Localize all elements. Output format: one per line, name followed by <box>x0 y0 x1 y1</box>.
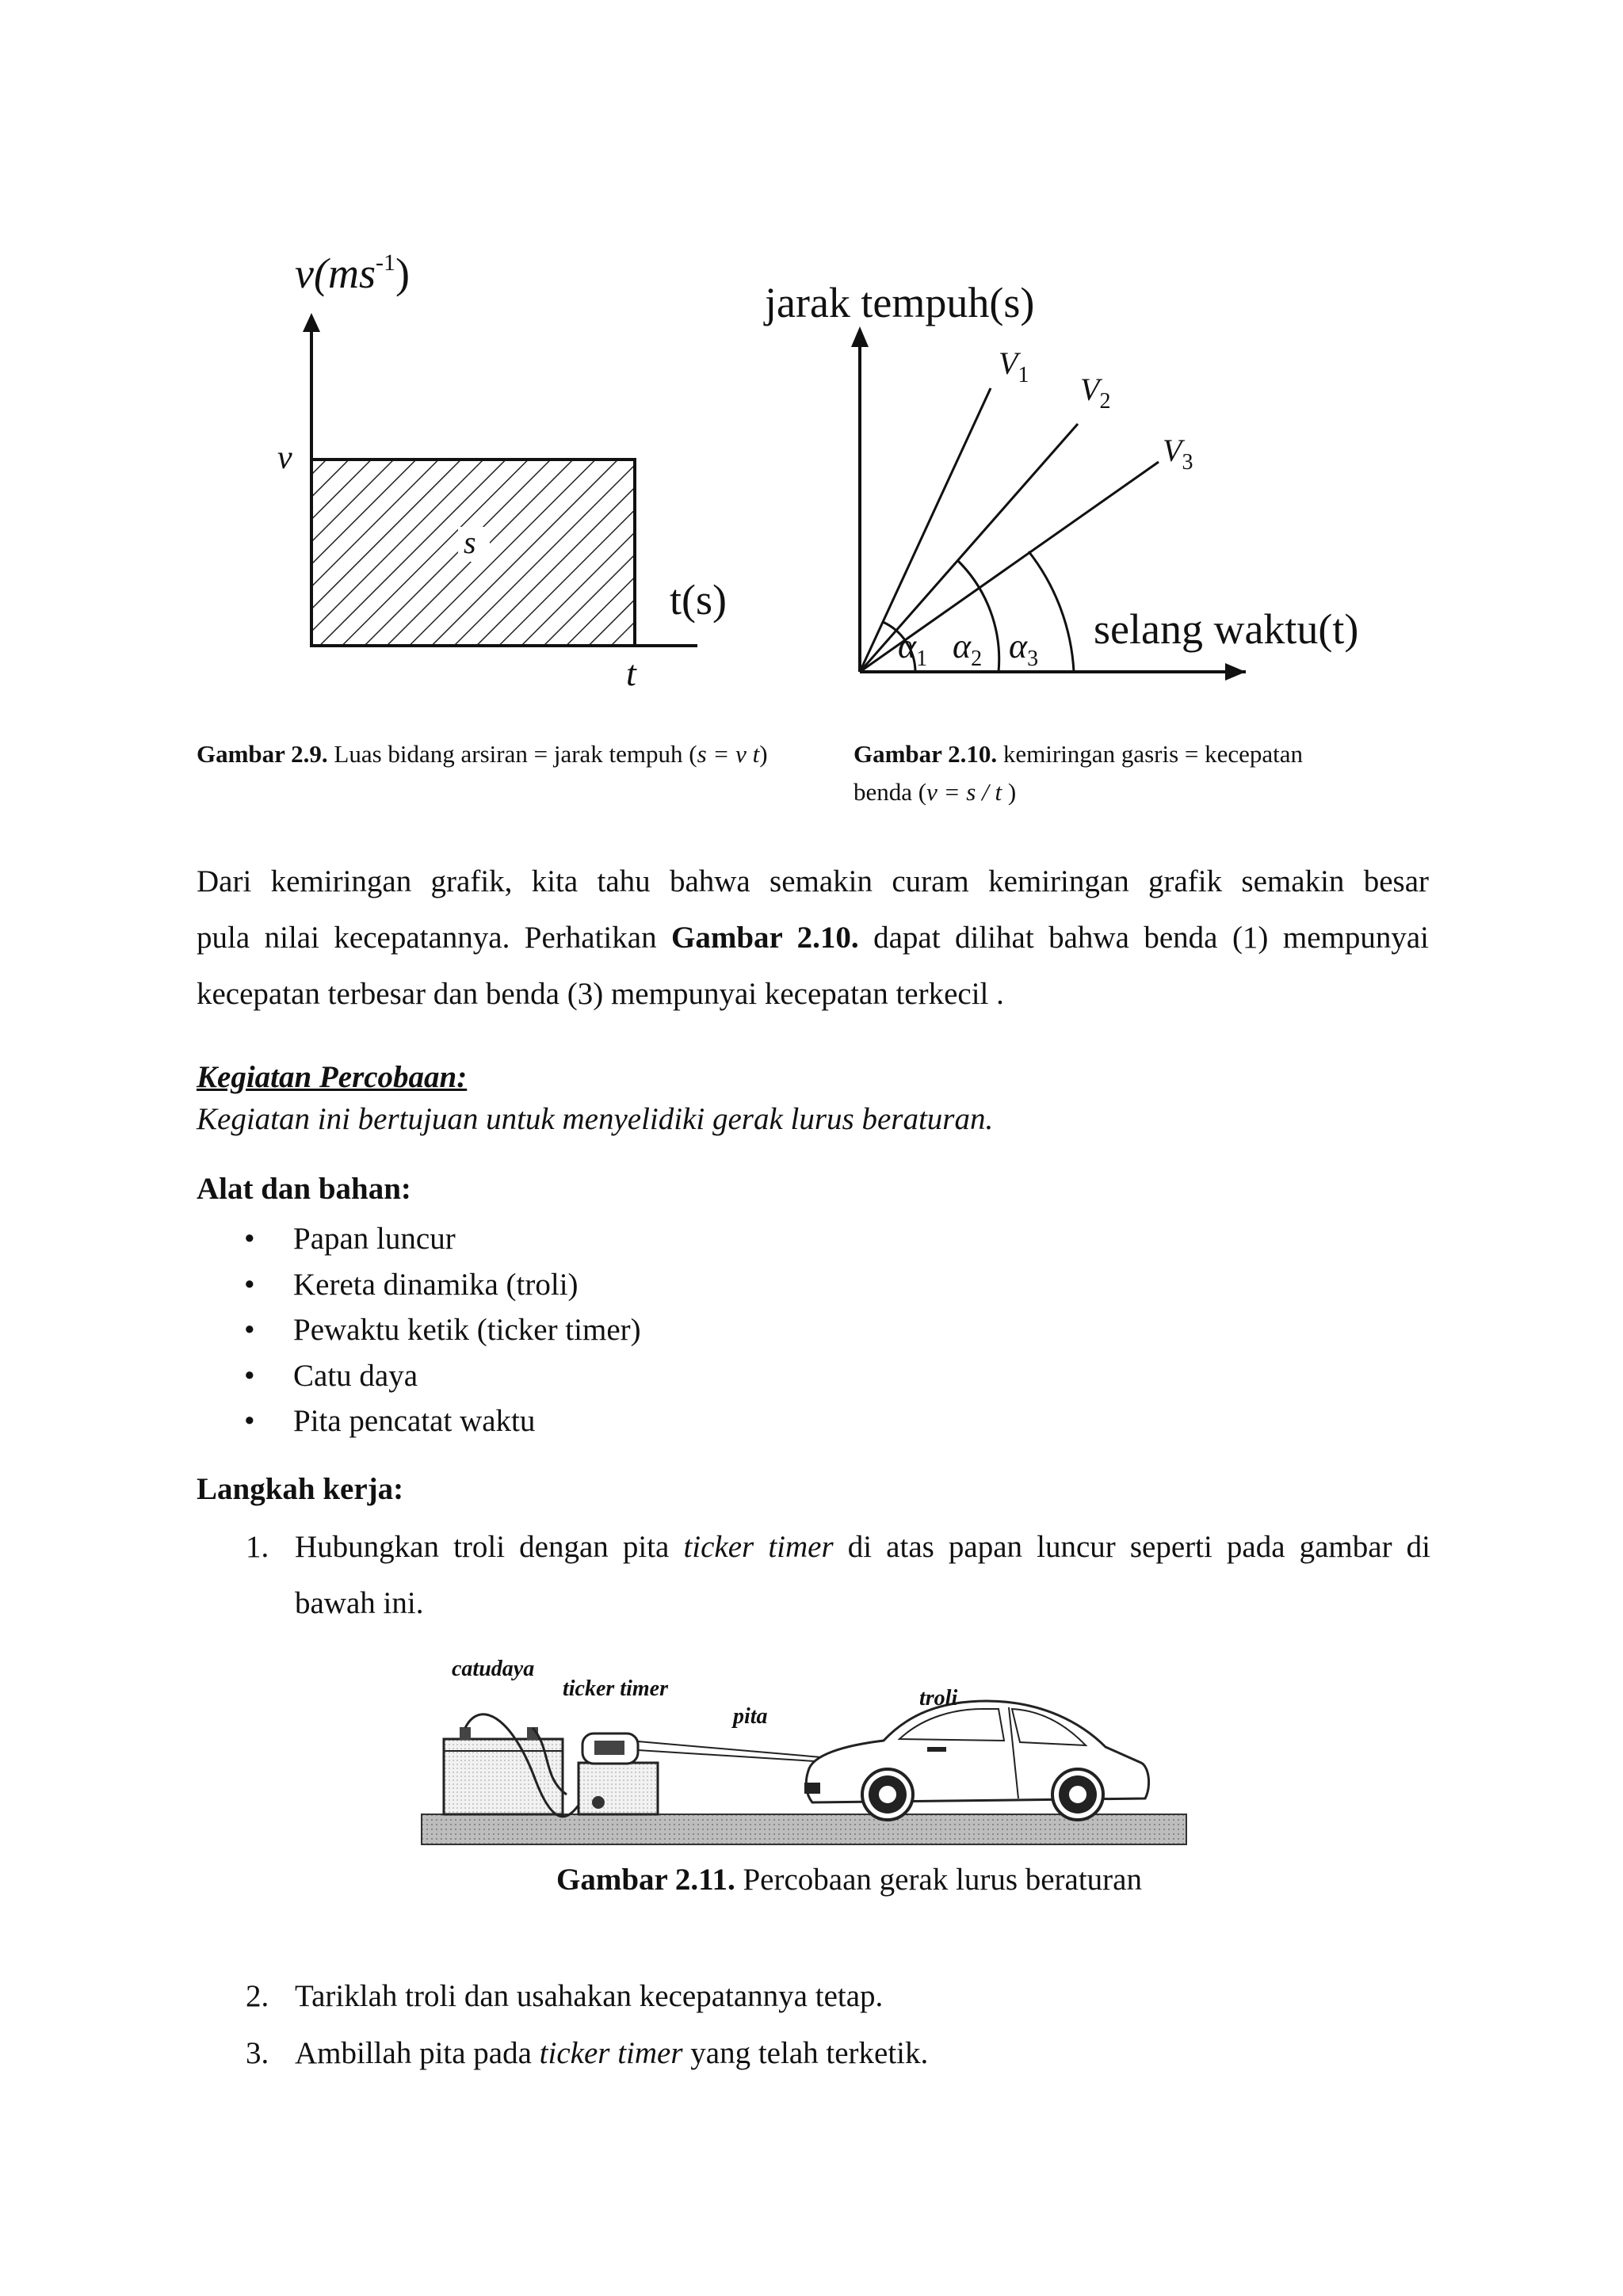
caption-figure-2-11 <box>556 1862 1142 1897</box>
step-3-text-b: yang telah terketik. <box>682 2036 929 2070</box>
step-2-text: Tariklah troli dan usahakan kecepatannya tetap. <box>295 1979 884 2013</box>
alat-heading: Alat dan bahan: <box>197 1172 411 1206</box>
label-catudaya: catudaya <box>452 1657 535 1681</box>
area-label: s <box>464 524 476 560</box>
kegiatan-purpose: Kegiatan ini bertujuan untuk menyelidiki gerak lurus beraturan. <box>197 1102 994 1136</box>
power-supply <box>444 1714 586 1817</box>
kegiatan-heading: Kegiatan Percobaan: <box>197 1060 468 1094</box>
y-axis-label: jarak tempuh(s) <box>765 279 1035 326</box>
alpha2-label: $\alpha_2$ <box>953 627 983 671</box>
step-1-body <box>295 1519 1430 1631</box>
langkah-heading: Langkah kerja: <box>197 1472 404 1506</box>
step-3-number: 3. <box>246 2036 269 2070</box>
caption-figure-2-10 <box>854 735 1432 811</box>
step-1-text-a: Hubungkan troli dengan pita <box>295 1530 684 1564</box>
paragraph-line-2 <box>197 910 1429 966</box>
v-tick-label: v <box>277 440 292 476</box>
x-axis-label: t(s) <box>670 576 727 624</box>
x-axis-arrow-icon <box>1225 663 1246 681</box>
paragraph-line-2a: pula nilai kecepatannya. Perhatikan <box>197 921 672 955</box>
caption-figure-2-10-line2 <box>854 773 1432 811</box>
trolley-car <box>804 1701 1149 1820</box>
step-3-italic: ticker timer <box>539 2036 683 2070</box>
step-3 <box>246 2025 1430 2081</box>
alpha3-label: $\alpha_3$ <box>1009 627 1039 671</box>
t-tick-label: t <box>626 653 636 693</box>
caption-figure-2-10-label: Gambar 2.10. <box>854 740 998 768</box>
caption-figure-2-9-text: Luas bidang arsiran = jarak tempuh ( <box>327 740 697 768</box>
caption-figure-2-10-close: ) <box>1002 778 1017 806</box>
caption-figure-2-11-text: Percobaan gerak lurus beraturan <box>735 1863 1142 1897</box>
paragraph-line-2b: dapat dilihat bahwa benda (1) mempunyai <box>858 921 1429 955</box>
caption-figure-2-10-text: kemiringan gasris = kecepatan <box>997 740 1304 768</box>
paragraph-figure-ref: Gambar 2.10. <box>671 921 859 955</box>
paragraph-line-1: Dari kemiringan grafik, kita tahu bahwa semakin curam kemiringan grafik semakin besar <box>197 864 1429 898</box>
y-axis-label: $v(ms^{-1})$ <box>295 250 410 297</box>
caption-figure-2-9-label: Gambar 2.9. <box>197 740 328 768</box>
caption-figure-2-9-formula: s = v t <box>697 740 760 768</box>
caption-figure-2-9 <box>197 735 831 773</box>
list-item: • Catu daya <box>197 1353 1148 1399</box>
step-3-text-a: Ambillah pita pada <box>295 2036 540 2070</box>
figure-2-11-experiment-illustration <box>416 1652 1193 1850</box>
step-2 <box>246 1968 1430 2024</box>
caption-figure-2-9-close: ) <box>759 740 768 768</box>
step-1-italic: ticker timer <box>683 1530 834 1564</box>
label-ticker-timer: ticker timer <box>563 1676 668 1701</box>
step-1-number: 1. <box>246 1530 269 1564</box>
paragraph-line-3: kecepatan terbesar dan benda (3) mempunyai kecepatan terkecil . <box>197 977 1004 1011</box>
step-2-number: 2. <box>246 1979 269 2013</box>
v2-label: $V_2$ <box>1080 372 1111 414</box>
figure-2-9-velocity-time-graph <box>238 234 761 701</box>
v3-label: $V_3$ <box>1163 433 1193 475</box>
step-3-body <box>295 2025 1430 2081</box>
alat-list <box>197 1216 1148 1444</box>
step-1-line-1 <box>295 1519 1430 1575</box>
y-axis-arrow-icon <box>303 313 320 332</box>
list-item: • Papan luncur <box>197 1216 1148 1262</box>
caption-figure-2-10-line1 <box>854 735 1432 773</box>
step-1-text-b: di atas papan luncur seperti pada gambar di <box>833 1530 1430 1564</box>
list-item: • Pewaktu ketik (ticker timer) <box>197 1307 1148 1353</box>
body-paragraph <box>197 853 1429 1022</box>
caption-figure-2-10-formula: v = s / t <box>926 778 1002 806</box>
caption-figure-2-11-label: Gambar 2.11. <box>556 1863 735 1897</box>
x-axis-label: selang waktu(t) <box>1094 605 1359 653</box>
ticker-timer <box>579 1733 658 1814</box>
v1-label: $V_1$ <box>999 345 1029 387</box>
list-item: • Kereta dinamika (troli) <box>197 1262 1148 1308</box>
label-troli: troli <box>919 1686 958 1711</box>
alpha1-label: $\alpha_1$ <box>898 627 928 671</box>
figure-2-10-distance-time-graph <box>761 269 1426 697</box>
list-item: • Pita pencatat waktu <box>197 1398 1148 1444</box>
line-v1 <box>860 388 991 672</box>
y-axis-arrow-icon <box>851 326 869 347</box>
label-pita: pita <box>733 1704 768 1729</box>
caption-figure-2-10-text2: benda ( <box>854 778 927 806</box>
step-1-line-2: bawah ini. <box>295 1586 424 1620</box>
step-1 <box>246 1519 1430 1631</box>
